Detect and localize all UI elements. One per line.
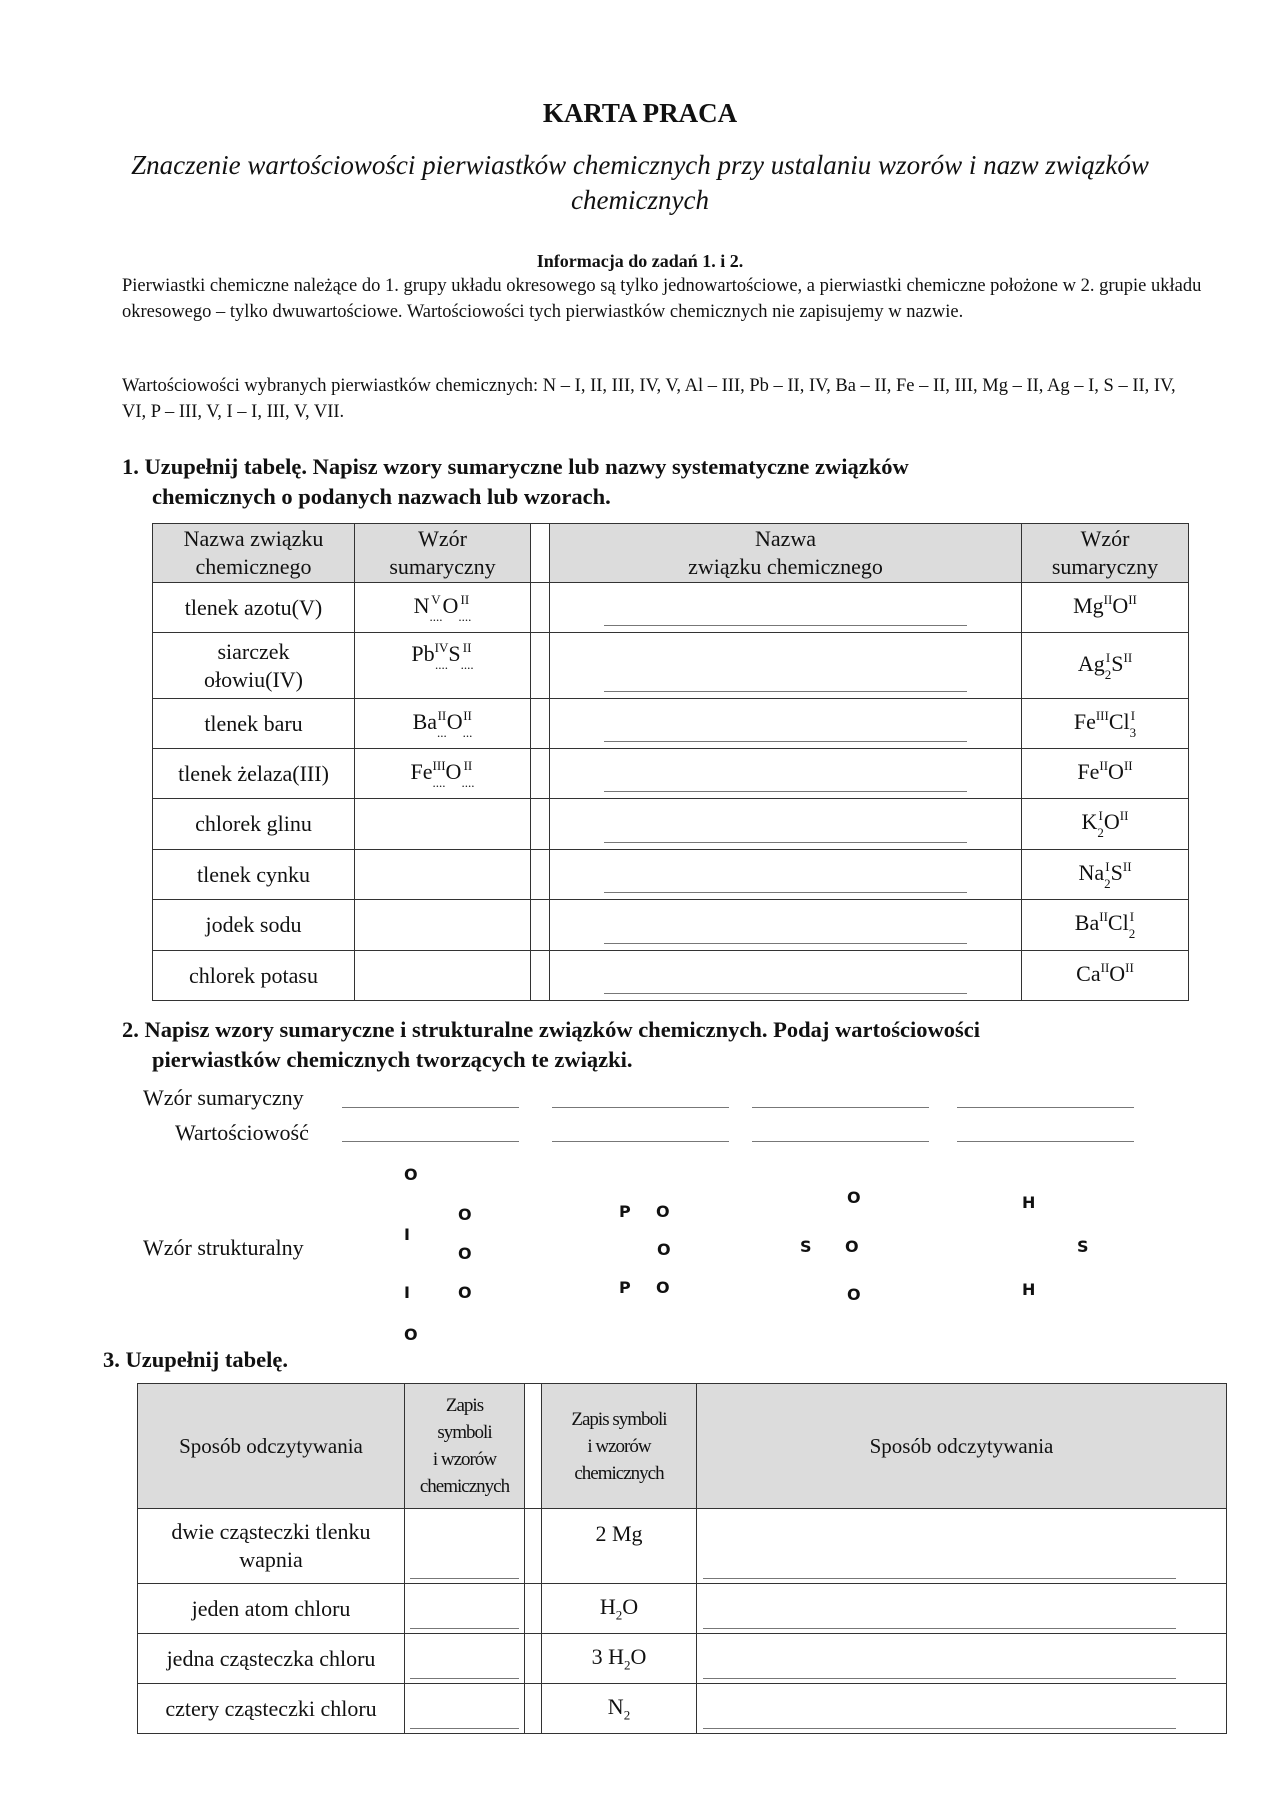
formula-cell [355,583,531,633]
formula-cell [355,749,531,799]
compound-name: tlenek cynku [153,850,355,900]
spacer-cell [525,1684,542,1734]
table-row [138,1509,1227,1584]
valence-field[interactable] [552,1140,729,1142]
valence-field[interactable] [752,1140,929,1142]
header-reading-left: Sposób odczytywania [138,1384,405,1509]
answer-formula-field[interactable] [355,799,531,850]
page-title: KARTA PRACA [542,98,738,128]
valences-text: Wartościowości wybranych pierwiastków chemicznych: N – I, II, III, IV, V, Al – III, Pb – II, IV, Ba – II, Fe – II, III, Mg – II, Ag – I, S – II, IV, VI, P – III, V, I – I, III, V, VII. [122,376,1176,422]
valence-label: Wartościowość [175,1120,309,1145]
notation-text: 2 Mg [542,1509,697,1584]
table-row [138,1634,1227,1684]
formula: Ca II O II [1076,959,1134,986]
atom-o: O [657,1240,671,1259]
reading-text: cztery cząsteczki chloru [138,1684,405,1734]
formula: K I 2 O II [1081,808,1129,840]
compound-name: chlorek glinu [153,799,355,850]
notation-answer-field[interactable] [405,1584,525,1634]
atom-h: H [1022,1280,1036,1299]
atom-s: S [800,1237,812,1256]
table-header-row [153,524,1189,583]
table-row [153,749,1189,799]
header-name-right: Nazwa związku chemicznego [550,524,1022,583]
atom-o: O [656,1278,670,1297]
formula-cell [1022,583,1189,633]
formula: Fe III .... O II .... [410,757,475,790]
formula: Ag I 2 S II [1077,649,1133,682]
notation-text: $N_2$ [542,1684,697,1734]
formula: Mg II O II [1073,591,1137,618]
atom-s: S [1077,1237,1089,1256]
answer-name-field[interactable] [550,749,1022,799]
reading-text: jeden atom chloru [138,1584,405,1634]
info-heading: Informacja do zadań 1. i 2. [536,251,744,271]
answer-formula-field[interactable] [355,900,531,951]
compound-name: tlenek baru [153,699,355,749]
task3-table [137,1383,1227,1734]
formula: Ba II Cl I 2 [1074,909,1136,941]
page-subtitle: Znaczenie wartościowości pierwiastków chemicznych przy ustalaniu wzorów i nazw związków chemicznych [131,150,1149,215]
summary-formula-label: Wzór sumaryczny [143,1085,304,1110]
spacer-cell [531,900,550,951]
table-row [153,799,1189,850]
header-name-left: Nazwa związku chemicznego [153,524,355,583]
task1-title [122,452,1122,512]
answer-name-field[interactable] [550,699,1022,749]
formula: Na I 2 S II [1078,858,1132,891]
notation-answer-field[interactable] [405,1634,525,1684]
info-text: Pierwiastki chemiczne należące do 1. grupy układu okresowego są tylko jednowartościowe, a pierwiastki chemiczne położone w 2. grupie układu okresowego – tylko dwuwartościowe. Wartościowości tych pierwiastków chemicznych nie zapisujemy w nazwie. [122,276,1202,322]
atom-o: O [458,1283,472,1302]
task2-title-line2: pierwiastków chemicznych tworzących te związki. [152,1047,633,1072]
formula-cell [355,633,531,699]
formula: Fe II O II [1077,757,1133,784]
formula-cell [1022,900,1189,951]
summary-formula-field[interactable] [752,1106,929,1108]
header-formula-left: Wzór sumaryczny [355,524,531,583]
table-row [153,633,1189,699]
formula-cell [355,699,531,749]
atom-o: O [656,1202,670,1221]
summary-formula-field[interactable] [957,1106,1134,1108]
spacer-cell [531,583,550,633]
spacer-cell [525,1509,542,1584]
formula-cell [1022,799,1189,850]
valence-field[interactable] [957,1140,1134,1142]
atom-o: O [845,1237,859,1256]
spacer-cell [525,1634,542,1684]
reading-answer-field[interactable] [697,1584,1227,1634]
notation-text: $H_2O$ [542,1584,697,1634]
compound-name: tlenek żelaza(III) [153,749,355,799]
atom-o: O [847,1285,861,1304]
table-row [138,1684,1227,1734]
reading-text: jedna cząsteczka chloru [138,1634,405,1684]
atom-p: P [619,1278,631,1297]
atom-o: O [847,1188,861,1207]
task1-title-line1: 1. Uzupełnij tabelę. Napisz wzory sumaryczne lub nazwy systematyczne związków [122,454,909,479]
reading-answer-field[interactable] [697,1634,1227,1684]
spacer-cell [531,951,550,1001]
formula-cell [1022,850,1189,900]
atom-p: P [619,1202,631,1221]
table-row [153,699,1189,749]
atom-o: O [404,1165,418,1184]
reading-answer-field[interactable] [697,1509,1227,1584]
compound-name: tlenek azotu(V) [153,583,355,633]
atom-o: O [458,1244,472,1263]
header-spacer [531,524,550,583]
answer-name-field[interactable] [550,850,1022,900]
header-spacer [525,1384,542,1509]
table-row [153,951,1189,1001]
atom-h: H [1022,1193,1036,1212]
table-row [153,900,1189,951]
spacer-cell [531,749,550,799]
formula-cell [1022,951,1189,1001]
atom-o: O [458,1205,472,1224]
compound-name: chlorek potasu [153,951,355,1001]
structural-formula-label: Wzór strukturalny [143,1235,304,1260]
table-row [153,583,1189,633]
header-notation-right: Zapis symboli i wzorów chemicznych [542,1384,697,1509]
header-formula-right: Wzór sumaryczny [1022,524,1189,583]
atom-i: I [404,1225,410,1244]
valence-field[interactable] [342,1140,519,1142]
task1-title-line2: chemicznych o podanych nazwach lub wzorach. [152,484,611,509]
atom-o: O [404,1325,418,1344]
notation-text: 3 $H_2O$ [542,1634,697,1684]
formula-cell [1022,699,1189,749]
task1-table [152,523,1189,1001]
answer-name-field[interactable] [550,799,1022,850]
spacer-cell [525,1584,542,1634]
formula: Fe III Cl I 3 [1073,707,1137,740]
task3-title: 3. Uzupełnij tabelę. [103,1347,288,1372]
table-row [138,1584,1227,1634]
spacer-cell [531,699,550,749]
answer-name-field[interactable] [550,633,1022,699]
summary-formula-field[interactable] [552,1106,729,1108]
answer-name-field[interactable] [550,900,1022,951]
atom-i: I [404,1283,410,1302]
answer-formula-field[interactable] [355,850,531,900]
formula-cell [1022,749,1189,799]
notation-answer-field[interactable] [405,1684,525,1734]
table-header-row [138,1384,1227,1509]
answer-formula-field[interactable] [355,951,531,1001]
formula: Pb IV .... S II .... [411,640,474,672]
compound-name: siarczek ołowiu(IV) [153,633,355,699]
reading-text: dwie cząsteczki tlenku wapnia [138,1509,405,1584]
answer-name-field[interactable] [550,951,1022,1001]
summary-formula-field[interactable] [342,1106,519,1108]
header-reading-right: Sposób odczytywania [697,1384,1227,1509]
spacer-cell [531,850,550,900]
notation-answer-field[interactable] [405,1509,525,1584]
reading-answer-field[interactable] [697,1684,1227,1734]
header-notation-left: Zapis symboli i wzorów chemicznych [405,1384,525,1509]
task2-title [122,1015,1172,1075]
formula: N V .... O II .... [413,591,472,624]
compound-name: jodek sodu [153,900,355,951]
spacer-cell [531,633,550,699]
table-row [153,850,1189,900]
task2-title-line1: 2. Napisz wzory sumaryczne i strukturalne związków chemicznych. Podaj wartościowości [122,1017,980,1042]
formula: Ba II ... O II ... [412,707,473,740]
answer-name-field[interactable] [550,583,1022,633]
formula-cell [1022,633,1189,699]
spacer-cell [531,799,550,850]
